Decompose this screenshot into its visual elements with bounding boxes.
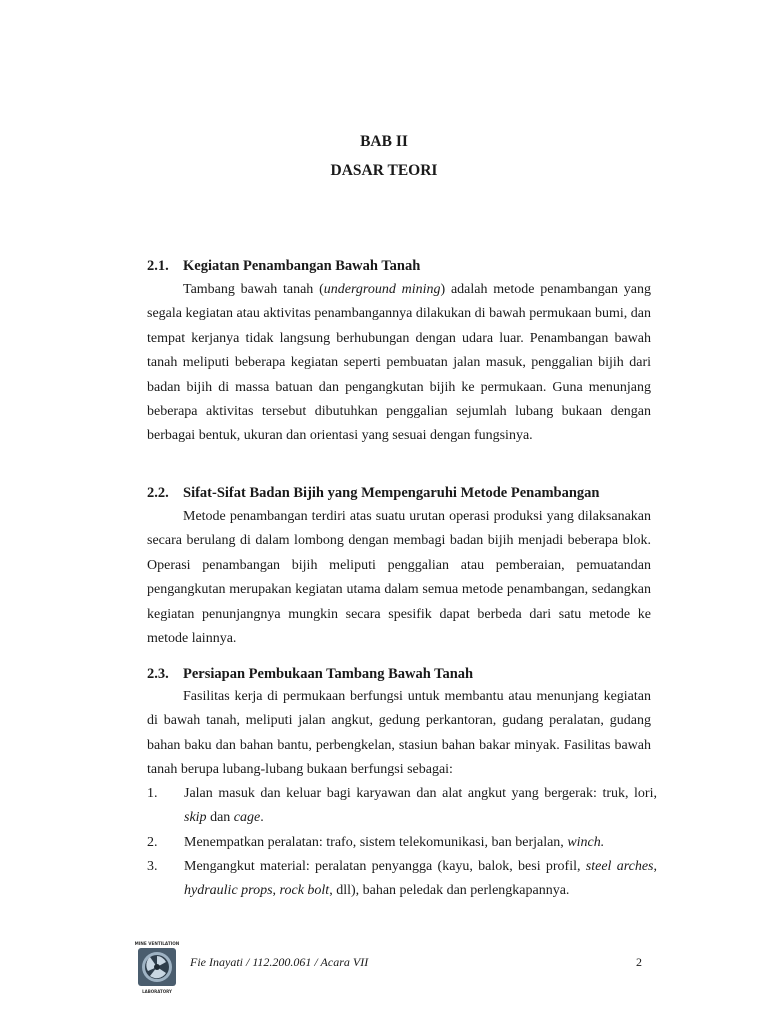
list-item: 2. Menempatkan peralatan: trafo, sistem telekomunikasi, ban berjalan, winch. bbox=[147, 835, 605, 850]
section-heading-2-3 bbox=[147, 664, 667, 684]
section-title: Kegiatan Penambangan Bawah Tanah bbox=[183, 258, 421, 274]
svg-text:LABORATORY: LABORATORY bbox=[142, 989, 172, 994]
list-item: 1. Jalan masuk dan keluar bagi karyawan dan alat angkut yang bergerak: truk, lori, skip dan cage. bbox=[147, 786, 657, 826]
section-heading-2-2 bbox=[147, 483, 667, 503]
section-paragraph-2-2: Metode penambangan terdiri atas suatu urutan operasi produksi yang dilaksanakan secara berulang di dalam lombong dengan membagi badan bijih menjadi beberapa blok. Operasi penambangan bijih meliputi penggalian atau pemberaian, pemuatandan pengangkutan merupakan kegiatan utama dalam semua metode penambangan, sedangkan kegiatan penunjangnya mungkin secara spesifik dapat berbeda dari satu metode ke metode lainnya. bbox=[147, 509, 651, 647]
list-item: 3. Mengangkut material: peralatan penyangga (kayu, balok, besi profil, steel arches, hydraulic props, rock bolt, dll), bahan peledak dan perlengkapannya. bbox=[147, 859, 657, 899]
footer-author-text: Fie Inayati / 112.200.061 / Acara VII bbox=[190, 955, 369, 969]
svg-text:MINE VENTILATION: MINE VENTILATION bbox=[134, 941, 180, 946]
chapter-title: DASAR TEORI bbox=[330, 162, 438, 179]
section-number: 2.2. bbox=[147, 485, 169, 501]
section-number: 2.3. bbox=[147, 666, 169, 682]
section-heading-2-1 bbox=[147, 256, 667, 276]
section-title: Sifat-Sifat Badan Bijih yang Mempengaruhi Metode Penambangan bbox=[183, 485, 600, 501]
term-underground-mining: underground mining bbox=[323, 282, 441, 297]
section-paragraph-2-1: Tambang bawah tanah (underground mining) adalah metode penambangan yang segala kegiatan atau aktivitas penambangannya dilakukan di bawah permukaan bumi, dan tempat kerjanya tidak langsung berhubungan dengan udara luar. Penambangan bawah tanah meliputi beberapa kegiatan seperti pembuatan jalan masuk, penggalian bijih dari badan bijih di massa batuan dan pengangkutan bijih ke permukaan. Guna menunjang beberapa aktivitas tersebut dibutuhkan penggalian sejumlah lubang bukaan dengan berbagai bentuk, ukuran dan orientasi yang sesuai dengan fungsinya. bbox=[147, 282, 651, 444]
chapter-label: BAB II bbox=[360, 133, 408, 150]
section-number: 2.1. bbox=[147, 258, 169, 274]
page-number: 2 bbox=[636, 955, 642, 969]
lab-logo-icon bbox=[132, 938, 182, 996]
section-title: Persiapan Pembukaan Tambang Bawah Tanah bbox=[183, 666, 474, 682]
section-paragraph-2-3: Fasilitas kerja di permukaan berfungsi untuk membantu atau menunjang kegiatan di bawah tanah, meliputi jalan angkut, gedung perkantoran, gudang peralatan, gudang bahan baku dan bahan bantu, perbengkelan, stasiun bahan bakar minyak. Fasilitas bawah tanah berupa lubang-lubang bukaan berfungsi sebagai: bbox=[147, 689, 651, 778]
